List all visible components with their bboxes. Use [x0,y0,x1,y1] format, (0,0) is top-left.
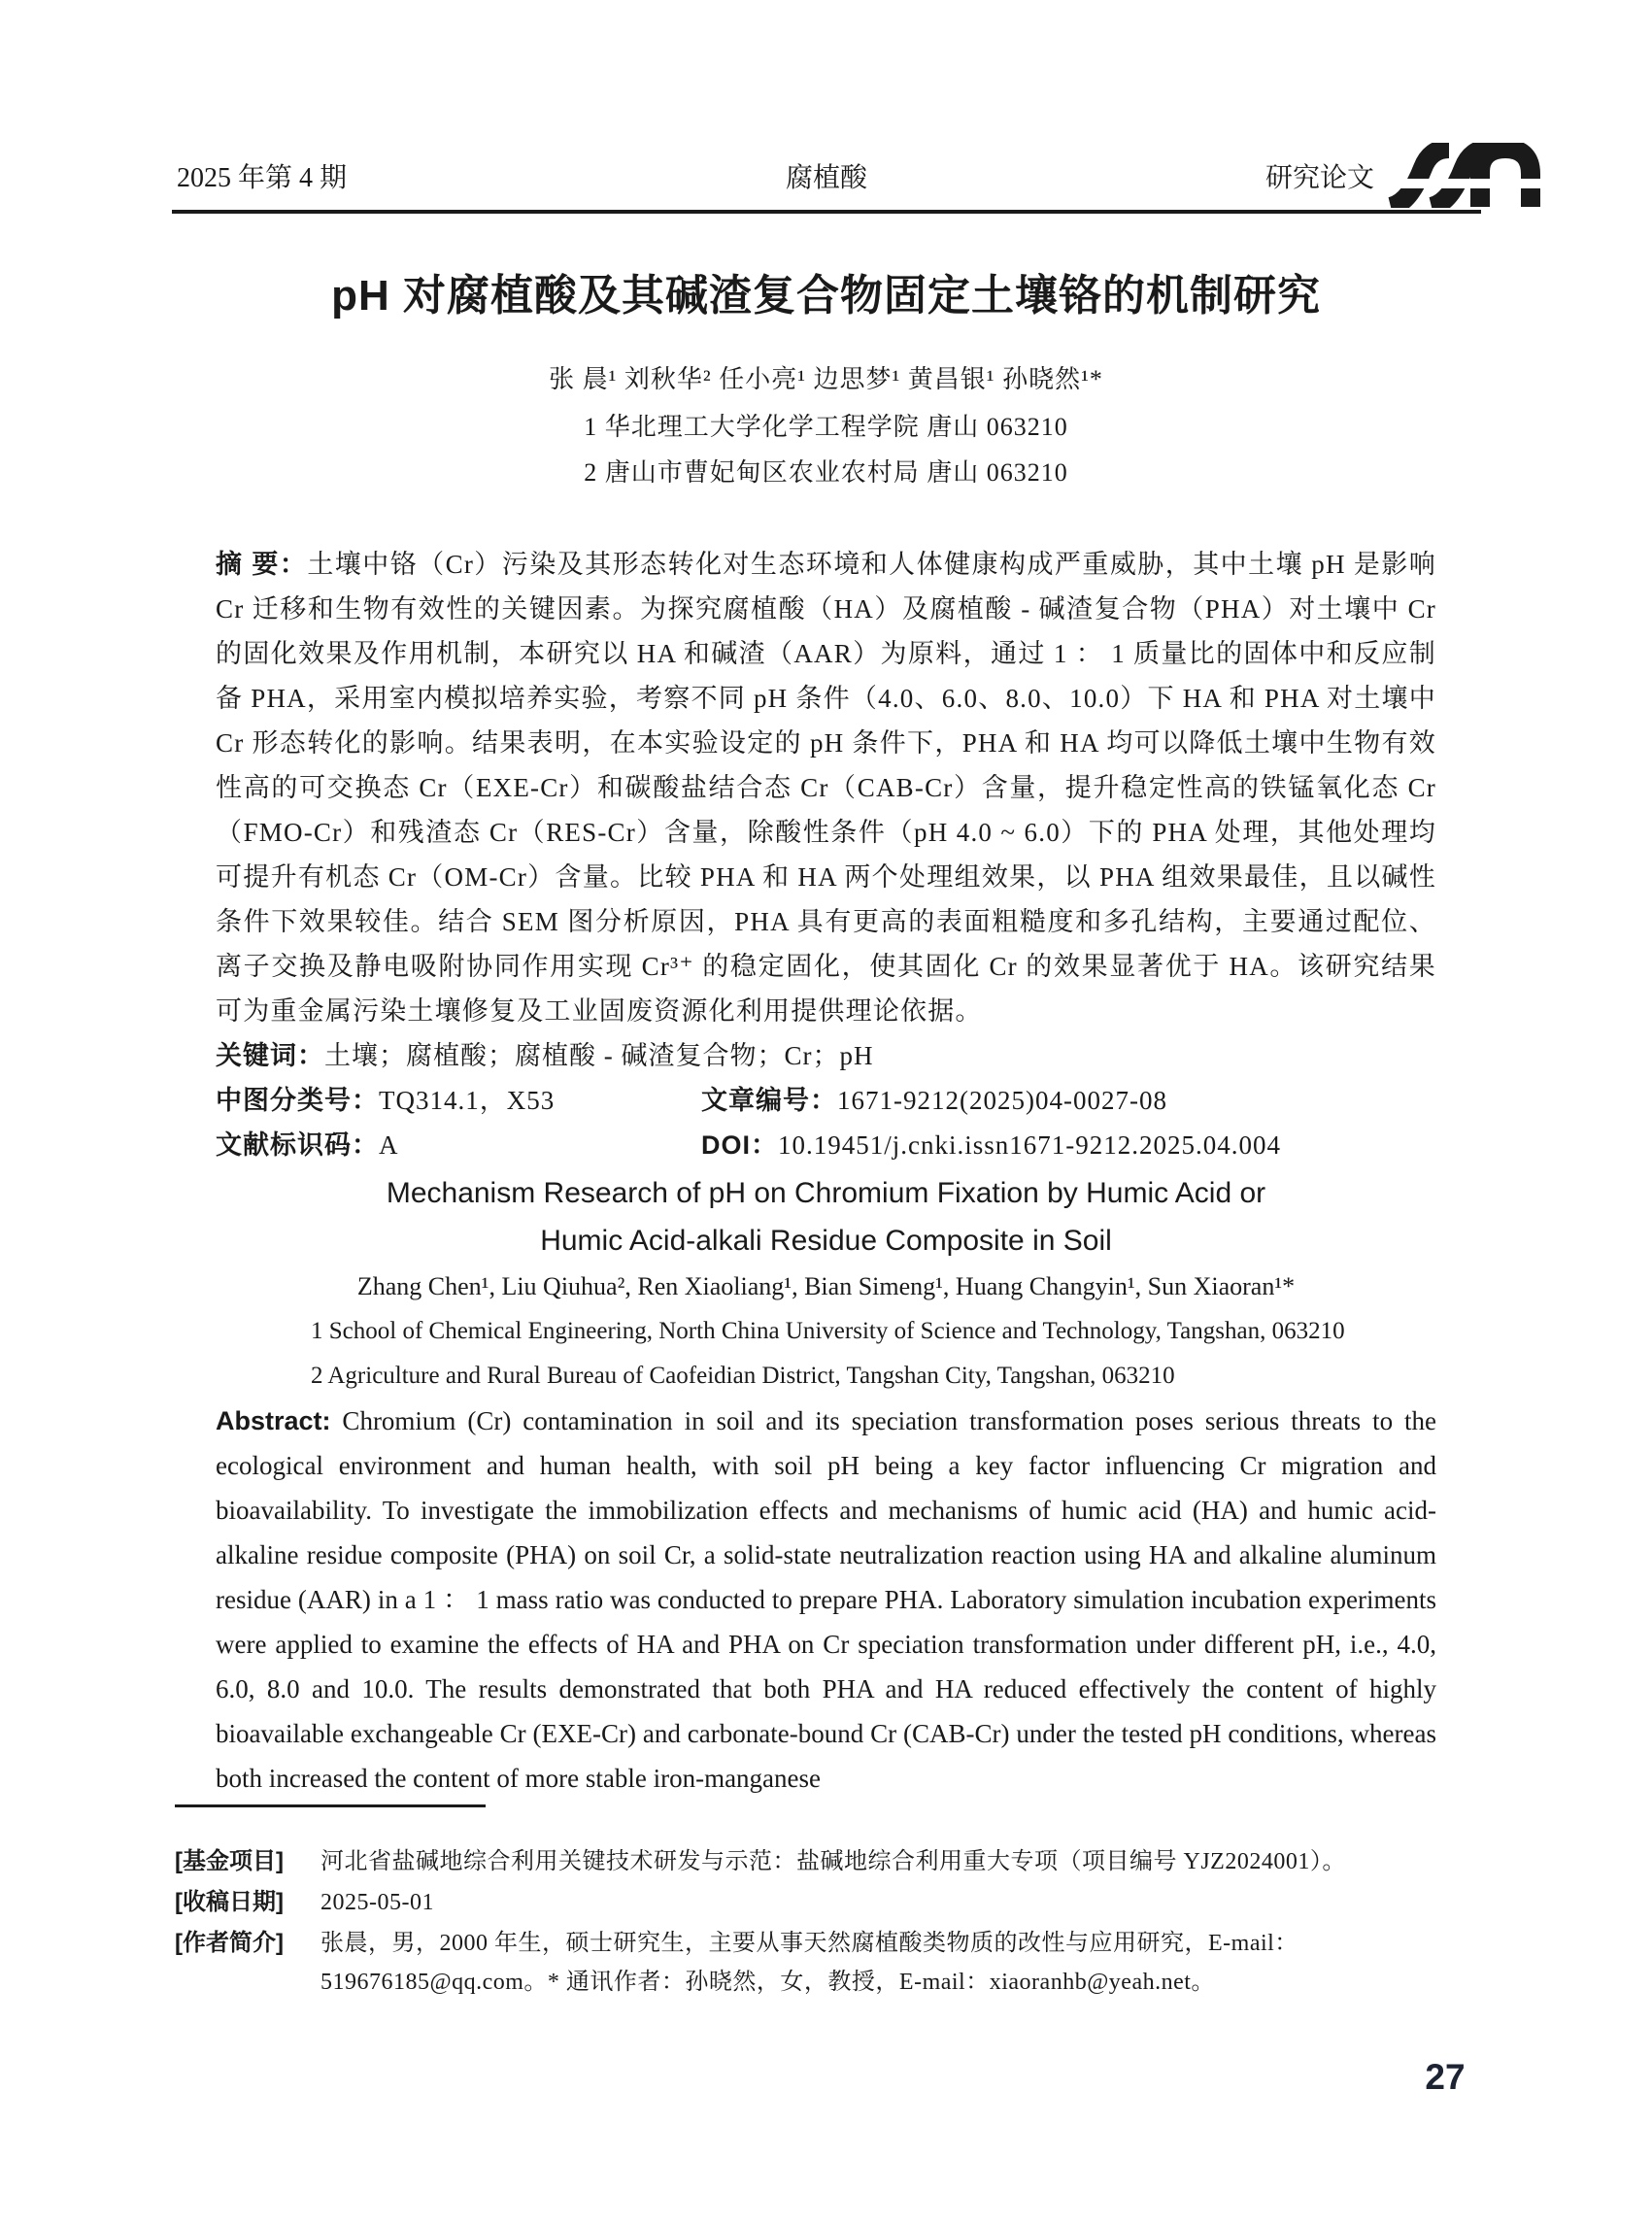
keywords-line [216,1033,1436,1078]
clc-line [216,1078,1436,1123]
doc-code-line [216,1123,1436,1167]
doi-label: DOI： [701,1130,779,1160]
abstract-cn [216,542,1436,1033]
clc-segment [216,1078,701,1123]
header-issue: 2025 年第 4 期 [177,163,348,193]
english-section [216,1169,1436,1801]
abstract-en-label: Abstract: [216,1406,331,1435]
paper-title-en-line2: Humic Acid-alkali Residue Composite in Soil [540,1225,1112,1257]
header-rule [172,210,1481,214]
doc-code-label: 文献标识码： [216,1130,379,1160]
abstract-cn-label: 摘 要： [216,550,308,579]
chinese-abstract-section [216,542,1436,1167]
keywords-text: 土壤；腐植酸；腐植酸 - 碱渣复合物；Cr；pH [324,1041,874,1070]
doc-code-segment [216,1123,701,1167]
affiliation-en-2: 2 Agriculture and Rural Bureau of Caofeidian District, Tangshan City, Tangshan, 063210 [311,1363,1175,1389]
footnote-received [175,1883,1481,1922]
footnote-fund-text: 河北省盐碱地综合利用关键技术研发与示范：盐碱地综合利用重大专项（项目编号 YJZ2024001）。 [320,1849,1346,1874]
footnote-received-label: [收稿日期] [175,1889,284,1915]
doc-code-value: A [379,1130,399,1160]
authors-en: Zhang Chen¹, Liu Qiuhua², Ren Xiaoliang¹, Bian Simeng¹, Huang Changyin¹, Sun Xiaoran¹* [356,1272,1296,1300]
footnote-bio-label: [作者简介] [175,1930,284,1956]
footnote-received-text: 2025-05-01 [320,1890,434,1915]
abstract-en [216,1399,1436,1801]
footnote-rule [175,1804,486,1807]
doi-value: 10.19451/j.cnki.issn1671-9212.2025.04.004 [778,1130,1282,1160]
authors-cn: 张 晨¹ 刘秋华² 任小亮¹ 边思梦¹ 黄昌银¹ 孙晓然¹* [549,365,1103,393]
page-number: 27 [1425,2057,1466,2097]
clc-label: 中图分类号： [216,1086,379,1115]
journal-logo-icon [1387,143,1542,208]
affiliation-cn-1: 1 华北理工大学化学工程学院 唐山 063210 [584,413,1068,441]
article-id-value: 1671-9212(2025)04-0027-08 [837,1086,1167,1115]
footnote-fund [175,1842,1481,1881]
paper-title-cn: pH 对腐植酸及其碱渣复合物固定土壤铬的机制研究 [331,272,1321,320]
keywords-label: 关键词： [216,1041,324,1070]
header-journal-name: 腐植酸 [785,163,867,193]
header-section: 研究论文 [1264,163,1374,193]
abstract-en-text: Chromium (Cr) contamination in soil and its speciation transformation poses serious threats to the ecological environment and human health, with soil pH being a key factor influencing Cr migration and bioavailability. To investigate the immobilization effects and mechanisms of humic acid (HA) and humic acid-alkaline residue composite (PHA) on soil Cr, a solid-state neutralization reaction using HA and alkaline aluminum residue (AAR) in a 1 ： 1 mass ratio was conducted to prepare PHA. Laboratory simulation incubation experiments were applied to examine the effects of HA and PHA on Cr speciation transformation under different pH, i.e., 4.0, 6.0, 8.0 and 10.0. The results demonstrated that both PHA and HA reduced effectively the content of highly bioavailable exchangeable Cr (EXE-Cr) and carbonate-bound Cr (CAB-Cr) under the tested pH conditions, whereas both increased the content of more stable iron-manganese [216,1406,1436,1793]
footnote-fund-label: [基金项目] [175,1848,284,1874]
affiliation-en-1: 1 School of Chemical Engineering, North China University of Science and Technology, Tangshan, 063210 [311,1318,1345,1344]
doi-segment [701,1123,1281,1167]
abstract-cn-text: 土壤中铬（Cr）污染及其形态转化对生态环境和人体健康构成严重威胁，其中土壤 pH 是影响 Cr 迁移和生物有效性的关键因素。为探究腐植酸（HA）及腐植酸 - 碱渣复合物（PHA）对土壤中 Cr 的固化效果及作用机制，本研究以 HA 和碱渣（AAR）为原料，通过 1 ： 1 质量比的固体中和反应制备 PHA，采用室内模拟培养实验，考察不同 pH 条件（4.0、6.0、8.0、10.0）下 HA 和 PHA 对土壤中 Cr 形态转化的影响。结果表明，在本实验设定的 pH 条件下，PHA 和 HA 均可以降低土壤中生物有效性高的可交换态 Cr（EXE-Cr）和碳酸盐结合态 Cr（CAB-Cr）含量，提升稳定性高的铁锰氧化态 Cr（FMO-Cr）和残渣态 Cr（RES-Cr）含量，除酸性条件（pH 4.0 ~ 6.0）下的 PHA 处理，其他处理均可提升有机态 Cr（OM-Cr）含量。比较 PHA 和 HA 两个处理组效果，以 PHA 组效果最佳，且以碱性条件下效果较佳。结合 SEM 图分析原因，PHA 具有更高的表面粗糙度和多孔结构，主要通过配位、离子交换及静电吸附协同作用实现 Cr³⁺ 的稳定固化，使其固化 Cr 的效果显著优于 HA。该研究结果可为重金属污染土壤修复及工业固废资源化利用提供理论依据。 [216,550,1436,1026]
footnote-bio [175,1924,1481,2002]
paper-title-en-line1: Mechanism Research of pH on Chromium Fixation by Humic Acid or [386,1177,1266,1209]
affiliation-cn-2: 2 唐山市曹妃甸区农业农村局 唐山 063210 [584,458,1068,487]
footnote-bio-text: 张晨，男，2000 年生，硕士研究生，主要从事天然腐植酸类物质的改性与应用研究，E-mail：519676185@qq.com。* 通讯作者：孙晓然，女，教授，E-mail：xiaoranhb@yeah.net。 [320,1931,1298,1995]
footnote-section [175,1804,1481,2004]
article-id-label: 文章编号： [701,1086,837,1115]
clc-value: TQ314.1，X53 [379,1086,556,1115]
article-id-segment [701,1078,1167,1123]
